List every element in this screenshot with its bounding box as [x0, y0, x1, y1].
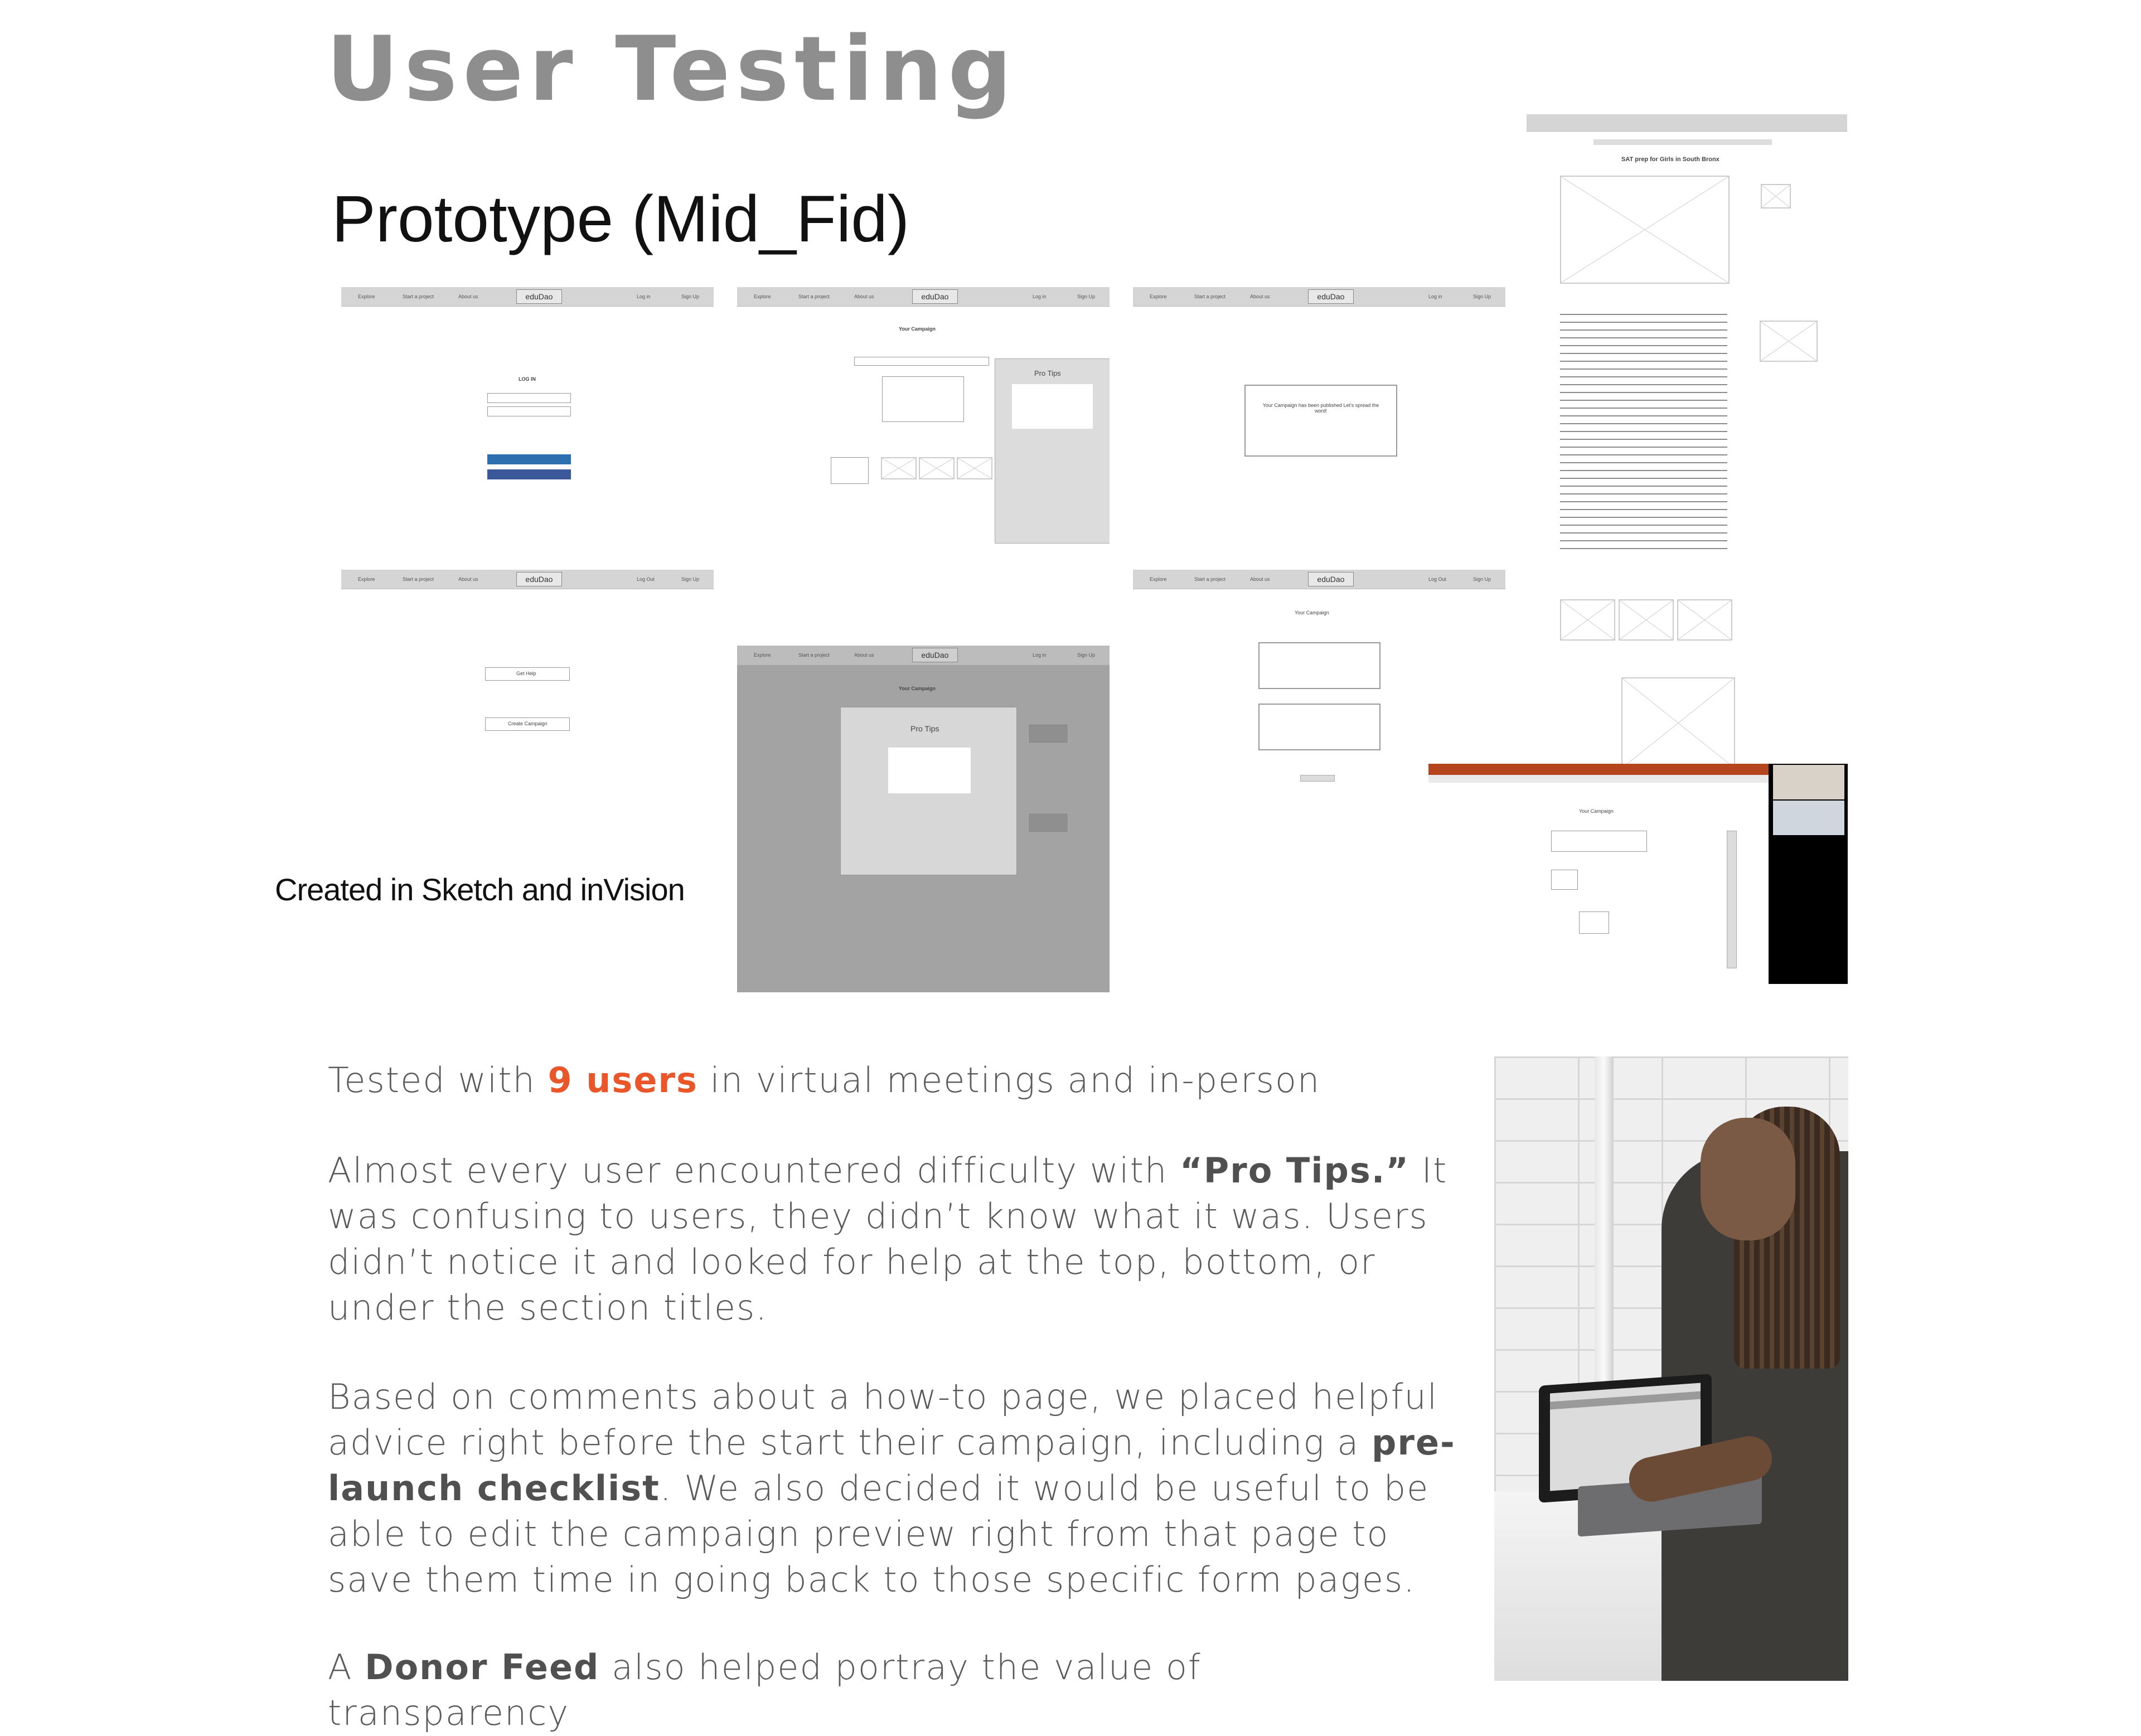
nav-logout-label: Log Out	[1428, 576, 1447, 582]
nav-start-label: Start a project	[403, 576, 434, 582]
image-placeholder	[957, 457, 992, 479]
wireframe-login	[341, 287, 714, 566]
nav-signup-label: Sign Up	[1473, 294, 1491, 299]
nav-about-label: About us	[1250, 294, 1270, 299]
wireframe-logo: eduDao	[912, 289, 958, 304]
nav-login-label: Log in	[1428, 294, 1442, 299]
checklist-term: pre-launch checklist	[328, 1422, 1456, 1509]
section-subtitle: Prototype (Mid_Fid)	[332, 182, 910, 256]
wireframe-nav	[341, 570, 714, 589]
gallery-image	[1560, 599, 1615, 641]
wireframe-logo: eduDao	[516, 572, 562, 586]
paragraph-checklist	[328, 1374, 1460, 1603]
get-help-button	[485, 667, 570, 681]
text-block	[1258, 704, 1380, 750]
pro-tips-term: “Pro Tips.”	[1179, 1150, 1410, 1191]
tools-caption: Created in Sketch and inVision	[275, 872, 685, 907]
participant-video	[1773, 801, 1844, 835]
user-count-highlight: 9 users	[548, 1060, 698, 1100]
text-block	[1551, 831, 1647, 852]
page-title: User Testing	[326, 17, 1018, 121]
pro-tips-heading: Pro Tips	[1034, 369, 1061, 377]
nav-explore-label: Explore	[754, 294, 771, 299]
create-campaign-button	[485, 717, 570, 731]
pro-tips-tab	[1727, 831, 1737, 968]
image-placeholder	[919, 457, 955, 479]
nav-about-label: About us	[458, 294, 478, 299]
pro-tips-tab	[1028, 724, 1068, 744]
goal-chart	[1621, 677, 1735, 767]
text-segment: Tested with	[328, 1060, 548, 1100]
nav-start-label: Start a project	[1194, 576, 1226, 582]
wireframe-nav	[1133, 570, 1505, 589]
text-segment: also helped portray the value of transparency	[328, 1647, 1202, 1733]
hero-image	[1560, 176, 1730, 284]
campaign-heading: Your Campaign	[899, 326, 936, 332]
upload-box	[1551, 870, 1578, 890]
wireframe-logo: eduDao	[516, 289, 562, 304]
wireframe-logo: eduDao	[912, 648, 958, 662]
nav-explore-label: Explore	[754, 652, 771, 658]
tips-image	[1012, 384, 1093, 429]
nav-explore-label: Explore	[1150, 294, 1167, 299]
nav-signup-label: Sign Up	[1077, 294, 1096, 299]
login-heading: LOG IN	[519, 376, 536, 382]
video-call-panel	[1769, 764, 1848, 984]
paragraph-pro-tips	[328, 1148, 1460, 1331]
wireframe-get-help	[341, 570, 714, 837]
modal-image	[888, 748, 971, 793]
nav-login-label: Log in	[1033, 294, 1047, 299]
nav-start-label: Start a project	[1194, 294, 1226, 299]
nav-logout-label: Log Out	[637, 576, 655, 582]
get-help-label: Get Help	[516, 671, 536, 676]
campaign-title: SAT prep for Girls in South Bronx	[1621, 156, 1719, 163]
nav-start-label: Start a project	[798, 294, 830, 299]
nav-login-label: Log in	[1033, 652, 1047, 658]
wireframe-nav	[737, 646, 1110, 665]
published-message: Your Campaign has been published Let's spread the word!	[1262, 403, 1379, 414]
nav-login-label: Log in	[637, 294, 651, 299]
text-block	[1258, 642, 1380, 689]
preview-button	[1300, 775, 1335, 782]
wireframe-campaign-tips	[737, 287, 1110, 555]
published-card	[1244, 385, 1397, 457]
avatar-image	[1761, 184, 1791, 208]
nav-about-label: About us	[854, 652, 874, 658]
add-button	[1579, 911, 1609, 934]
image-placeholder	[881, 457, 917, 479]
wireframe-nav	[1133, 287, 1505, 307]
pro-tips-panel	[995, 358, 1110, 544]
wireframe-logo: eduDao	[1308, 289, 1354, 304]
create-campaign-label: Create Campaign	[508, 721, 548, 726]
wireframe-logo: eduDao	[1308, 572, 1354, 586]
wireframe-published	[1133, 287, 1505, 555]
login-facebook-button	[487, 469, 571, 479]
donor-feed-term: Donor Feed	[365, 1647, 600, 1687]
gallery-image	[1677, 599, 1732, 641]
text-segment: A	[328, 1647, 365, 1687]
user-test-screenshot	[1428, 764, 1848, 984]
email-field	[487, 393, 571, 403]
nav-about-label: About us	[1250, 576, 1270, 582]
text-segment: Almost every user encountered difficulty with	[328, 1150, 1180, 1191]
video-box	[882, 376, 964, 422]
wireframe-protips-modal	[737, 646, 1110, 992]
participant-video	[1773, 765, 1844, 799]
person-head	[1701, 1118, 1795, 1240]
wireframe-nav	[737, 287, 1110, 307]
nav-start-label: Start a project	[798, 652, 830, 658]
progress-bar	[1593, 139, 1772, 145]
about-text	[1560, 309, 1727, 555]
nav-explore-label: Explore	[358, 294, 375, 299]
nav-explore-label: Explore	[358, 576, 375, 582]
login-google-button	[487, 454, 571, 464]
pro-tips-tab	[1028, 813, 1068, 833]
wireframe-nav	[341, 287, 714, 307]
campaign-heading: Your Campaign	[1579, 808, 1614, 814]
nav-signup-label: Sign Up	[681, 576, 700, 582]
nav-signup-label: Sign Up	[1473, 576, 1491, 582]
gallery-image	[1619, 599, 1674, 641]
paragraph-users-tested	[328, 1058, 1454, 1103]
title-field	[854, 357, 989, 366]
modal-heading: Pro Tips	[910, 724, 939, 733]
text-segment: in virtual meetings and in-person	[697, 1060, 1321, 1100]
nav-about-label: About us	[458, 576, 478, 582]
nav-explore-label: Explore	[1150, 576, 1167, 582]
upload-box	[831, 457, 869, 484]
campaign-heading: Your Campaign	[1295, 610, 1329, 615]
campaign-heading: Your Campaign	[899, 686, 936, 691]
nav-signup-label: Sign Up	[681, 294, 700, 299]
wireframe-campaign-page	[1527, 114, 1847, 767]
pro-tips-modal	[840, 707, 1017, 875]
location-map	[1760, 321, 1818, 362]
wireframe-nav	[1527, 114, 1847, 132]
password-field	[487, 406, 571, 416]
user-testing-photo	[1494, 1056, 1848, 1681]
text-segment: . We also decided it would be useful to be able to edit the campaign preview right from that page to save them time in going back to those specific form pages.	[328, 1468, 1430, 1600]
text-segment: Based on comments about a how-to page, we placed helpful advice right before the start their campaign, including a	[328, 1376, 1438, 1463]
paragraph-donor-feed	[328, 1645, 1454, 1736]
text-segment: It was confusing to users, they didn’t know what it was. Users didn’t notice it and looked for help at the top, bottom, or under the section titles.	[328, 1150, 1448, 1328]
nav-signup-label: Sign Up	[1077, 652, 1096, 658]
nav-about-label: About us	[854, 294, 874, 299]
nav-start-label: Start a project	[403, 294, 434, 299]
